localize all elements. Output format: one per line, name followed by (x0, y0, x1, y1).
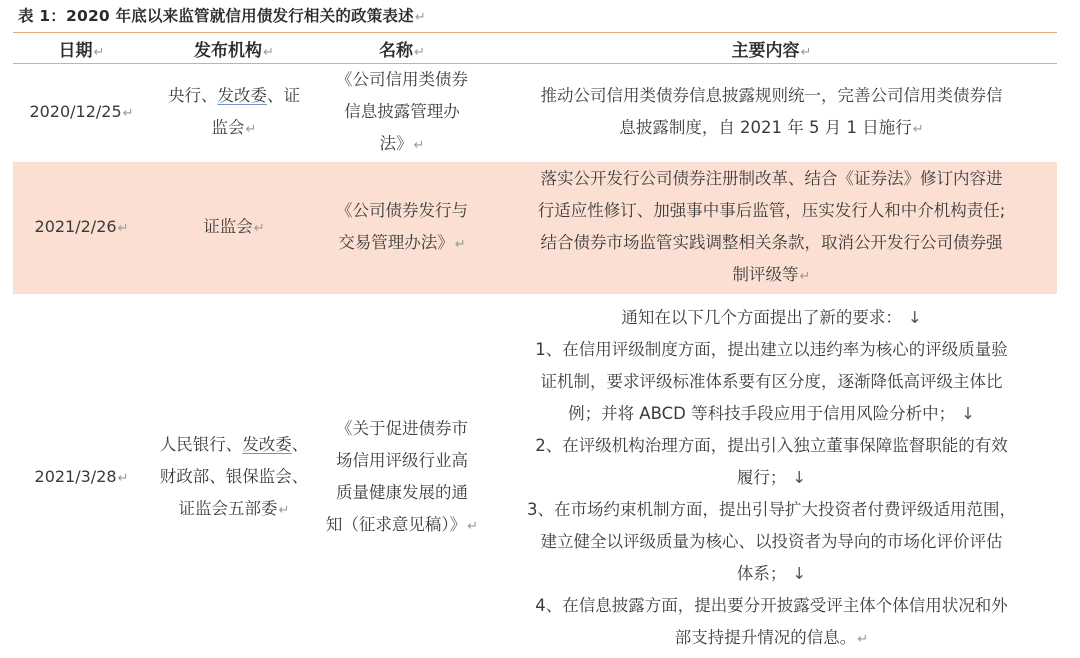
cell-content: 落实公开发行公司债券注册制改革、结合《证券法》修订内容进 行适应性修订、加强事中事后监管，压实发行人和中介机构责任; 结合债券市场监管实践调整相关条款，取消公开发行公司债券强 制评级等↵ (486, 162, 1057, 294)
table-row (13, 294, 1057, 658)
table-row (13, 64, 1057, 163)
cell-date: 2020/12/25↵ (29, 102, 134, 121)
cell-date: 2021/2/26↵ (13, 162, 150, 294)
cell-agency: 央行、发改委、证 监会↵ (168, 86, 300, 137)
table-caption (18, 4, 426, 26)
cell-name: 《公司信用类债券 信息披露管理办 法》↵ (336, 70, 468, 153)
policy-table (13, 32, 1057, 658)
underlined-term: 发改委 (217, 86, 267, 105)
table-header-row (13, 33, 1057, 64)
header-name: 名称↵ (318, 33, 486, 64)
cell-name: 《公司债券发行与 交易管理办法》↵ (318, 162, 486, 294)
line-break-arrow-icon: ↓ (792, 564, 807, 583)
underlined-term: 发改委 (242, 435, 292, 454)
line-break-arrow-icon: ↓ (907, 308, 922, 327)
header-date: 日期↵ (13, 33, 150, 64)
cell-content: 推动公司信用类债券信息披露规则统一，完善公司信用类债券信 息披露制度，自 2021 年 5 月 1 日施行↵ (540, 86, 1003, 137)
header-agency: 发布机构↵ (150, 33, 318, 64)
table-row-highlighted (13, 162, 1057, 294)
line-break-arrow-icon: ↓ (961, 404, 975, 423)
return-mark-icon: ↵ (414, 10, 426, 25)
cell-name: 《关于促进债券市 场信用评级行业高 质量健康发展的通 知（征求意见稿）》↵ (325, 419, 479, 534)
cell-content: 通知在以下几个方面提出了新的要求： ↓ 1、在信用评级制度方面，提出建立以违约率为核心的评级质量验 证机制，要求评级标准体系要有区分度，逐渐降低高评级主体比 例；并将 ABCD 等科技手段应用于信用风险分析中； ↓ 2、在评级机构治理方面，提出引入独立董事保障监督职能的有效 履行； ↓ 3、在市场约束机制方面，提出引导扩大投资者付费评级适用范围， 建立健全以评级质量为核心、以投资者为导向的市场化评价评估 体系； ↓ 4、在信息披露方面，提出要分开披露受评主体个体信用状况和外 部支持提升情况的信息。↵ (527, 308, 1016, 647)
cell-agency: 人民银行、发改委、 财政部、银保监会、 证监会五部委↵ (159, 435, 309, 518)
header-content: 主要内容↵ (486, 33, 1057, 64)
caption-text: 表 1：2020 年底以来监管就信用债发行相关的政策表述 (18, 7, 414, 25)
cell-agency: 证监会↵ (150, 162, 318, 294)
cell-date: 2021/3/28↵ (34, 467, 129, 486)
line-break-arrow-icon: ↓ (792, 468, 807, 487)
